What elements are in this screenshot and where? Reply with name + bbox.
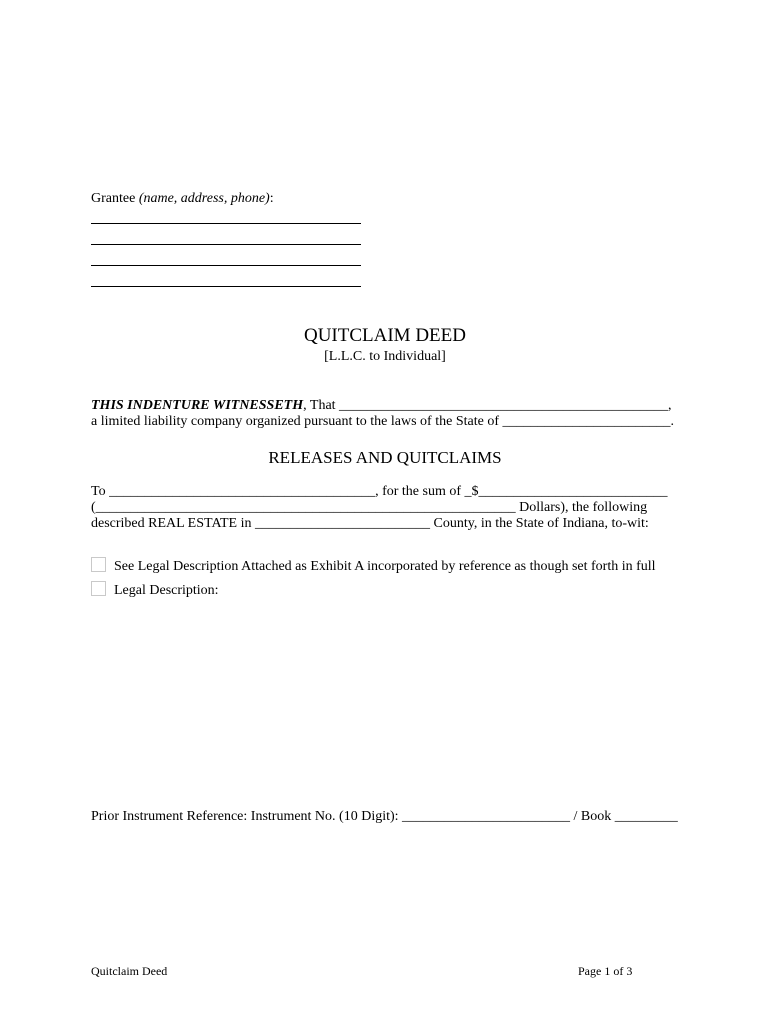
consideration-line-2: (____________________________________________________________ Dollars), the following	[91, 500, 648, 515]
legal-description-label: Legal Description:	[114, 583, 219, 598]
document-title: QUITCLAIM DEED	[303, 325, 466, 346]
releases-heading: RELEASES AND QUITCLAIMS	[268, 448, 502, 467]
footer-page-number: Page 1 of 3	[578, 964, 633, 978]
prior-instrument-reference: Prior Instrument Reference: Instrument No. (10 Digit): ________________________ / Book _________	[91, 809, 678, 824]
exhibit-option-label: See Legal Description Attached as Exhibit A incorporated by reference as though set forth in full	[114, 559, 656, 574]
legal-description-checkbox[interactable]	[91, 581, 106, 596]
grantee-label-hint: (name, address, phone)	[138, 191, 270, 206]
exhibit-option	[91, 557, 656, 575]
grantee-blank-line-3[interactable]	[91, 265, 361, 266]
indenture-heading: THIS INDENTURE WITNESSETH	[91, 398, 304, 413]
indenture-line-1	[91, 398, 672, 414]
grantee-blank-line-1[interactable]	[91, 223, 361, 224]
grantee-blank-line-4[interactable]	[91, 286, 361, 287]
exhibit-checkbox[interactable]	[91, 557, 106, 572]
indenture-line-2: a limited liability company organized pursuant to the laws of the State of ________________________.	[91, 414, 674, 429]
footer-document-name: Quitclaim Deed	[91, 964, 168, 978]
grantee-label	[91, 191, 274, 207]
grantee-label-prefix: Grantee	[91, 191, 139, 206]
document-subtitle: [L.L.C. to Individual]	[324, 349, 446, 364]
grantee-label-suffix: :	[269, 191, 274, 206]
indenture-grantor-blank: , That _______________________________________________,	[303, 398, 672, 413]
legal-description-option	[91, 581, 219, 599]
consideration-line-3: described REAL ESTATE in _________________________ County, in the State of Indiana, to-wit:	[91, 516, 649, 531]
grantee-blank-line-2[interactable]	[91, 244, 361, 245]
consideration-line-1: To ______________________________________, for the sum of _$___________________________	[91, 484, 668, 499]
